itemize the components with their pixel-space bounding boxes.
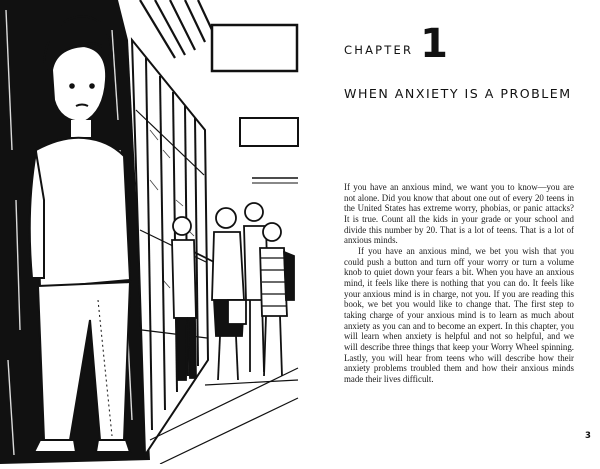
chapter-illustration xyxy=(0,0,300,464)
body-text xyxy=(344,182,574,384)
paragraph-1: If you have an anxious mind, we want you to know—you are not alone. Did you know that about one out of every 20 teens in the United States has extreme worry, phobias, or panic attacks? It is true. Count all the kids in your grade or your school and divide this number by 20. That is a lot of teens. That is a lot of anxious minds. xyxy=(344,182,574,246)
chapter-heading xyxy=(344,21,449,67)
chapter-label: CHAPTER xyxy=(344,43,414,57)
page-number: 3 xyxy=(585,431,591,441)
chapter-number: 1 xyxy=(420,21,449,67)
text-page xyxy=(300,0,600,464)
chapter-title: WHEN ANXIETY IS A PROBLEM xyxy=(344,86,572,101)
paragraph-2: If you have an anxious mind, we bet you wish that you could push a button and turn off your worry or turn a volume knob to quiet down your fears a bit. When you have an anxious mind, it feels like there is nothing that you can do. It feels like your anxious mind is in charge, not you. If you are reading this book, we bet you would like to change that. The first step to taking charge of your anxious mind is to learn as much about anxiety as you can and to become an expert. In this chapter, you will learn when anxiety is helpful and not so helpful, and we will describe three things that keep your Worry Wheel spinning. Lastly, you will hear from teens who will describe how their anxiety problems troubled them and how their anxious minds made their lives difficult. xyxy=(344,245,574,384)
